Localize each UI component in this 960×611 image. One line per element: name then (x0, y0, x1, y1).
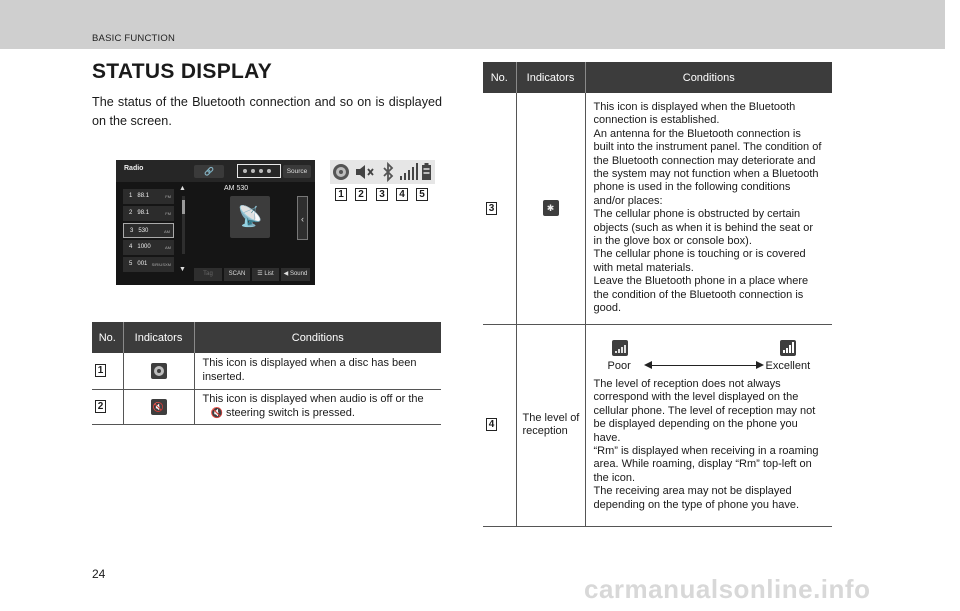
source-button: Source (283, 165, 311, 178)
preset-item: 5 001 SIRIUSXM (123, 257, 174, 272)
list-button: ☰ List (252, 268, 279, 281)
column-header: Conditions (194, 322, 441, 353)
mute-icon: 🔇 (151, 399, 167, 415)
intro-paragraph: The status of the Bluetooth connection and so on is displayed on the screen. (92, 95, 442, 128)
preset-item: 4 1000 AM (123, 240, 174, 255)
condition-cell (585, 324, 832, 526)
bluetooth-icon: ✱ (543, 200, 559, 216)
range-arrow (646, 365, 762, 366)
reception-scale (594, 338, 825, 372)
link-icon: 🔗 (194, 165, 224, 178)
column-header: Indicators (123, 322, 194, 353)
screen-title: Radio (124, 165, 144, 172)
scroll-down-icon: ▼ (179, 266, 186, 273)
mute-icon: 🔇 (210, 407, 223, 419)
status-area-highlight (237, 164, 281, 178)
mute-icon (356, 165, 373, 179)
callout-1: 1 (335, 188, 347, 201)
indicator-table-right (483, 62, 832, 527)
page-title: STATUS DISPLAY (92, 60, 273, 83)
bluetooth-icon (384, 164, 392, 180)
status-icons (330, 160, 435, 184)
signal-bars-icon (400, 163, 418, 180)
callout-5: 5 (416, 188, 428, 201)
table-header-row (92, 322, 441, 353)
indicator-text: The level of reception (516, 324, 585, 526)
preset-item-selected: 3 530 AM (123, 223, 174, 238)
table-row (92, 389, 441, 424)
row-number: 4 (486, 418, 497, 431)
callout-2: 2 (355, 188, 367, 201)
disc-icon (151, 363, 167, 379)
section-label: BASIC FUNCTION (92, 33, 176, 44)
indicator-table-left (92, 322, 441, 425)
table-row (483, 93, 832, 324)
table-row (483, 324, 832, 526)
preset-item: 2 98.1 FM (123, 206, 174, 221)
signal-bars-excellent-icon (780, 340, 796, 356)
column-header: No. (483, 62, 516, 93)
page-number: 24 (92, 567, 106, 581)
scroll-bar (182, 196, 185, 254)
row-number: 3 (486, 202, 497, 215)
sound-button: ◀ Sound (281, 268, 310, 281)
column-header: Conditions (585, 62, 832, 93)
tag-button: Tag (194, 268, 222, 281)
poor-label: Poor (607, 359, 631, 372)
excellent-label: Excellent (765, 359, 811, 372)
row-number: 1 (95, 364, 106, 377)
chevron-left-icon: ‹ (297, 196, 308, 240)
table-row (92, 353, 441, 389)
callout-3: 3 (376, 188, 388, 201)
condition-text: This icon is displayed when audio is off or the 🔇 steering switch is pressed. (194, 389, 441, 424)
condition-text: The level of reception does not always correspond with the level displayed on the cellular phone. The level of reception may not be displayed depending on the phone you have. “Rm” is displayed when receiving in a roaming area. While roaming, display “Rm” top-left on the icon. The receiving area may not be displayed depending on the type of phone you have. (593, 377, 819, 511)
status-icon-strip (330, 160, 435, 184)
condition-text: This icon is displayed when the Bluetooth connection is established. An antenna for the Bluetooth connection is built into the instrument panel. The condition of the Bluetooth connection may deteriorate and the system may not function when a Bluetooth phone is used in the following conditions and/or places: The cellular phone is obstructed by certain objects (such as when it is behind the seat or in the glove box or console box). The cellular phone is touching or is covered with metal materials. Leave the Bluetooth phone in a place where the condition of the Bluetooth connection is good. (585, 93, 832, 324)
scan-button: SCAN (224, 268, 250, 281)
scroll-up-icon: ▲ (179, 185, 186, 192)
callout-4: 4 (396, 188, 408, 201)
preset-item: 1 88.1 FM (123, 189, 174, 204)
column-header: Indicators (516, 62, 585, 93)
column-header: No. (92, 322, 123, 353)
table-header-row (483, 62, 832, 93)
radio-screen-image (116, 160, 315, 285)
row-number: 2 (95, 400, 106, 413)
disc-icon (333, 164, 349, 180)
antenna-icon: 📡 (230, 196, 270, 238)
battery-icon (422, 163, 431, 180)
watermark: carmanualsonline.info (584, 574, 871, 604)
station-label: AM 530 (224, 185, 249, 192)
signal-bars-poor-icon (612, 340, 628, 356)
condition-text: This icon is displayed when a disc has been inserted. (194, 353, 441, 389)
